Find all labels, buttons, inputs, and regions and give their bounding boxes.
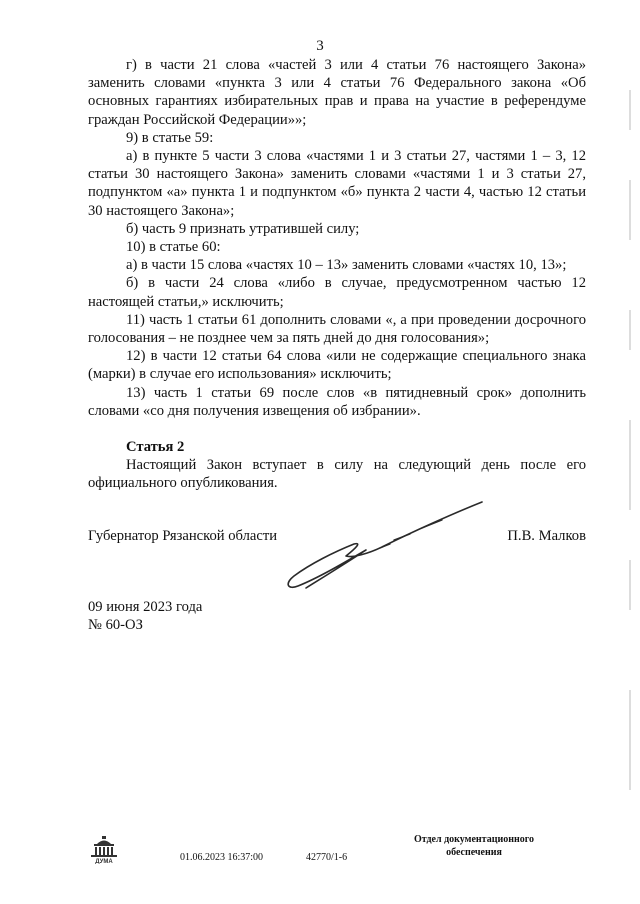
- paragraph-item-10b: б) в части 24 слова «либо в случае, предусмотренном частью 12 настоящей статьи,» исключить;: [88, 275, 586, 310]
- paragraph-item-10: 10) в статье 60:: [126, 239, 221, 256]
- document-body: [88, 56, 586, 493]
- footer-timestamp: 01.06.2023 16:37:00: [180, 852, 264, 863]
- paragraph-item-11: 11) часть 1 статьи 61 дополнить словами «, а при проведении досрочного голосования – не позднее чем за пять дней до дня голосования»;: [88, 311, 586, 347]
- spacer: [88, 420, 586, 438]
- handwritten-signature: [282, 498, 492, 598]
- department-stamp: Отдел документационного обеспечения: [413, 834, 535, 858]
- duma-building-icon: [88, 834, 120, 864]
- law-date: 09 июня 2023 года: [88, 599, 203, 615]
- paragraph-item-9a: а) в пункте 5 части 3 слова «частями 1 и 3 статьи 27, частями 1 – 3, 12 статьи 30 настоящего Закона» заменить словами «частями 1 и 3 статьи 27, подпунктом «а» пункта 1 и подпунктом «б» пункта 2 части 4, частью 12 статьи 30 настоящего Закона»;: [88, 148, 586, 219]
- paragraph-item-10a: а) в части 15 слова «частях 10 – 13» заменить словами «частях 10, 13»;: [126, 257, 567, 274]
- paragraph-item-9: 9) в статье 59:: [126, 129, 214, 146]
- signatory-position: Губернатор Рязанской области: [88, 528, 278, 544]
- footer-code: 42770/1-6: [306, 852, 348, 863]
- law-date-block: [88, 598, 202, 634]
- paragraph-item-g: г) в части 21 слова «частей 3 или 4 статьи 76 настоящего Закона» заменить словами «пункта 3 или 4 статьи 76 Федерального закона «Об основных гарантиях избирательных прав и права на участие в референдуме граждан Российской Федерации»»;: [88, 57, 586, 128]
- article-2-heading: Статья 2: [126, 439, 185, 456]
- logo-text: ДУМА: [95, 859, 113, 864]
- paragraph-item-9b: б) часть 9 признать утратившей силу;: [126, 220, 360, 237]
- page-number: 3: [316, 38, 324, 54]
- article-2-text: Настоящий Закон вступает в силу на следующий день после его официального опубликования.: [88, 457, 586, 492]
- paragraph-item-12: 12) в части 12 статьи 64 слова «или не содержащие специального знака (марки) в случае его использования» исключить;: [88, 348, 586, 383]
- signatory-name: П.В. Малков: [507, 528, 586, 544]
- paragraph-item-13: 13) часть 1 статьи 69 после слов «в пятидневный срок» дополнить словами «со дня получения извещения об избрании».: [88, 384, 586, 419]
- law-number: № 60-ОЗ: [88, 617, 143, 633]
- scan-edge-marks: [625, 90, 635, 810]
